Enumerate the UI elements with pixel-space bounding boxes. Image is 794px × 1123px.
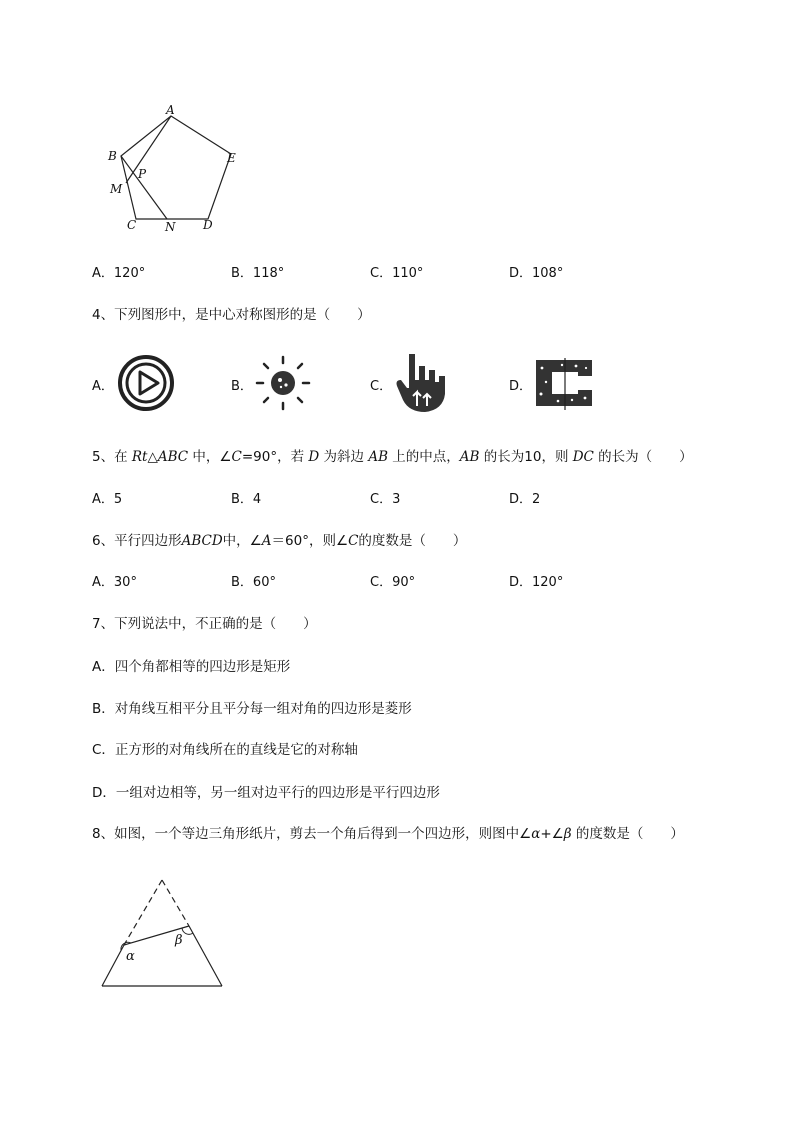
- q3-option-d[interactable]: D．108°: [509, 266, 564, 281]
- q5-option-c[interactable]: C．3: [370, 492, 401, 507]
- q3-option-b[interactable]: B．118°: [231, 266, 285, 281]
- q8-triangle-figure: [96, 875, 230, 993]
- label-c: C: [127, 218, 137, 232]
- q6-option-b[interactable]: B．60°: [231, 575, 276, 590]
- alpha-label: α: [126, 949, 135, 964]
- q4-option-a-key[interactable]: A．: [92, 379, 114, 394]
- label-b: B: [108, 149, 117, 163]
- q4-option-b-key[interactable]: B．: [231, 379, 253, 394]
- q5-option-b[interactable]: B．4: [231, 492, 262, 507]
- q6-option-a[interactable]: A．30°: [92, 575, 137, 590]
- q4-option-d-key[interactable]: D．: [509, 379, 533, 394]
- label-a: A: [166, 103, 175, 117]
- q7-stem: 7、下列说法中，不正确的是（ ）: [92, 616, 317, 632]
- q6-stem: 6、平行四边形ABCD中，∠A＝60°，则∠C的度数是（ ）: [92, 533, 467, 549]
- dashed-right-side: [162, 880, 189, 926]
- q3-option-a[interactable]: A．120°: [92, 266, 146, 281]
- q7-option-c[interactable]: C．正方形的对角线所在的直线是它的对称轴: [92, 742, 358, 758]
- label-n: N: [165, 220, 176, 234]
- q6-option-c[interactable]: C．90°: [370, 575, 416, 590]
- q7-option-d[interactable]: D．一组对边相等，另一组对边平行的四边形是平行四边形: [92, 785, 440, 801]
- q6-option-d[interactable]: D．120°: [509, 575, 564, 590]
- q5-option-a[interactable]: A．5: [92, 492, 123, 507]
- q3-option-c[interactable]: C．110°: [370, 266, 424, 281]
- q5-option-d[interactable]: D．2: [509, 492, 541, 507]
- q3-pentagon-figure: [100, 100, 260, 240]
- hand-icon: [393, 350, 451, 414]
- label-d: D: [203, 218, 213, 232]
- q5-stem: 5、在 Rt△ABC 中，∠C=90°，若 D 为斜边 AB 上的中点，AB 的长为10，则 DC 的长为（ ）: [92, 449, 693, 465]
- q8-stem: 8、如图，一个等边三角形纸片，剪去一个角后得到一个四边形，则图中∠α+∠β 的度数是（ ）: [92, 826, 684, 842]
- label-e: E: [227, 151, 236, 165]
- q4-option-c-key[interactable]: C．: [370, 379, 393, 394]
- q7-option-b[interactable]: B．对角线互相平分且平分每一组对角的四边形是菱形: [92, 701, 412, 717]
- sun-icon: [254, 354, 312, 412]
- beta-label: β: [175, 933, 183, 948]
- label-p: P: [138, 167, 147, 181]
- play-circle-icon: [116, 353, 176, 413]
- c-letter-icon: [532, 354, 596, 412]
- label-m: M: [110, 182, 123, 196]
- right-side: [189, 926, 222, 986]
- q7-option-a[interactable]: A．四个角都相等的四边形是矩形: [92, 659, 291, 675]
- q4-stem: 4、下列图形中，是中心对称图形的是（ ）: [92, 307, 371, 323]
- segment-am: [126, 116, 171, 183]
- left-side: [102, 945, 124, 986]
